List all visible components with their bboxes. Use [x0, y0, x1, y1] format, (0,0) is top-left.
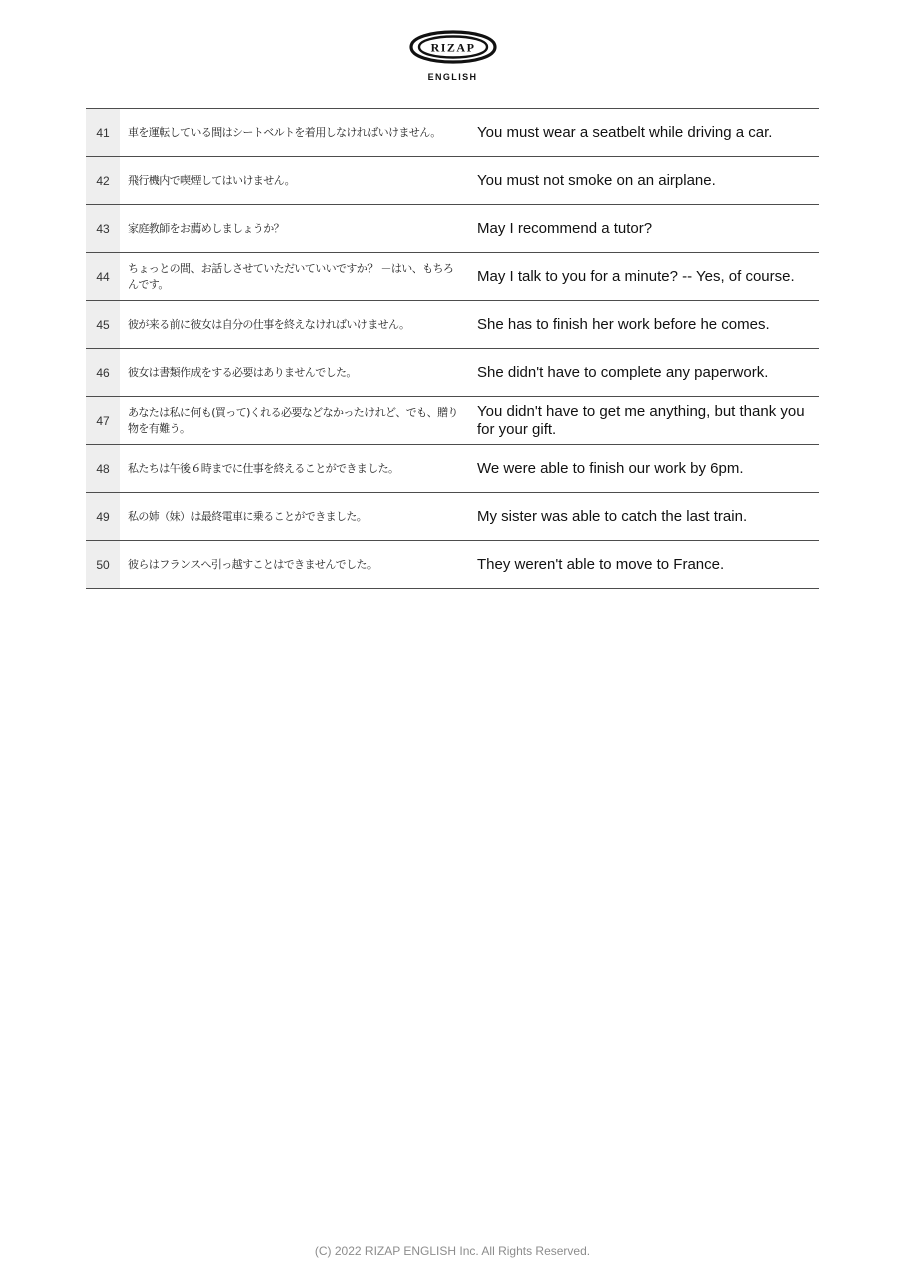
english-sentence: They weren't able to move to France.	[477, 555, 725, 573]
english-sentence: May I recommend a tutor?	[477, 219, 653, 237]
japanese-sentence: 家庭教師をお薦めしましょうか？	[128, 221, 284, 235]
rizap-english-logo	[0, 26, 905, 82]
japanese-sentence: ちょっとの間、お話しさせていただいていいですか？ －はい、もちろんです。	[128, 261, 454, 291]
english-sentence: We were able to finish our work by 6pm.	[477, 459, 744, 477]
row-number: 43	[86, 205, 120, 252]
table-row	[86, 205, 819, 253]
row-number: 49	[86, 493, 120, 540]
japanese-sentence: 私たちは午後６時までに仕事を終えることができました。	[128, 461, 399, 475]
table-row	[86, 157, 819, 205]
row-number: 44	[86, 253, 120, 300]
rizap-logo-icon	[407, 26, 499, 68]
english-sentence: You must not smoke on an airplane.	[477, 171, 716, 189]
table-row	[86, 349, 819, 397]
japanese-sentence: 車を運転している間はシートベルトを着用しなければいけません。	[128, 125, 441, 139]
table-row	[86, 253, 819, 301]
japanese-sentence: 彼が来る前に彼女は自分の仕事を終えなければいけません。	[128, 317, 410, 331]
japanese-sentence: 彼女は書類作成をする必要はありませんでした。	[128, 365, 357, 379]
sentence-table	[86, 108, 819, 589]
english-sentence: You didn't have to get me anything, but thank you for your gift.	[477, 402, 805, 438]
copyright-footer: (C) 2022 RIZAP ENGLISH Inc. All Rights Reserved.	[314, 1244, 591, 1258]
row-number: 41	[86, 109, 120, 156]
table-row	[86, 541, 819, 589]
english-sentence: You must wear a seatbelt while driving a car.	[477, 123, 773, 141]
table-row	[86, 445, 819, 493]
row-number: 47	[86, 397, 120, 444]
table-row	[86, 301, 819, 349]
table-row	[86, 397, 819, 445]
row-number: 48	[86, 445, 120, 492]
table-row	[86, 109, 819, 157]
english-sentence: May I talk to you for a minute? -- Yes, of course.	[477, 267, 795, 285]
english-sentence: She didn't have to complete any paperwork.	[477, 363, 769, 381]
english-sentence: She has to finish her work before he comes.	[477, 315, 770, 333]
row-number: 46	[86, 349, 120, 396]
row-number: 50	[86, 541, 120, 588]
japanese-sentence: 彼らはフランスへ引っ越すことはできませんでした。	[128, 557, 378, 571]
row-number: 45	[86, 301, 120, 348]
japanese-sentence: 飛行機内で喫煙してはいけません。	[128, 173, 296, 187]
english-sentence: My sister was able to catch the last train.	[477, 507, 748, 525]
table-row	[86, 493, 819, 541]
japanese-sentence: あなたは私に何も(買って)くれる必要などなかったけれど、でも、贈り物を有難う。	[128, 405, 458, 435]
row-number: 42	[86, 157, 120, 204]
japanese-sentence: 私の姉（妹）は最終電車に乗ることができました。	[128, 509, 368, 523]
logo-subtext: ENGLISH	[427, 72, 478, 82]
logo-text: RIZAP	[430, 40, 475, 55]
